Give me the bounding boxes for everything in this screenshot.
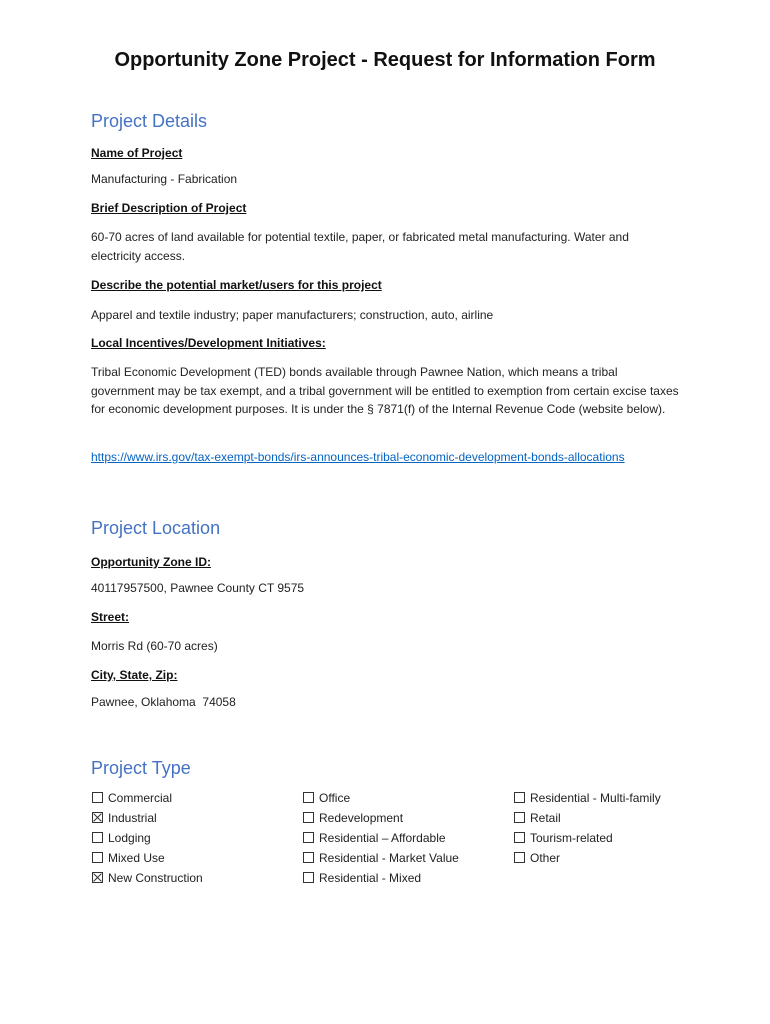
project-details-heading: Project Details bbox=[91, 111, 208, 131]
empty-checkbox-icon[interactable] bbox=[514, 832, 525, 843]
street-label: Street: bbox=[91, 610, 130, 624]
street-value: Morris Rd (60-70 acres) bbox=[91, 639, 218, 653]
project-type-option-residential-multi-family[interactable] bbox=[514, 791, 661, 805]
description-label: Brief Description of Project bbox=[91, 201, 247, 215]
empty-checkbox-icon[interactable] bbox=[303, 832, 314, 843]
project-type-option-residential-affordable[interactable] bbox=[303, 831, 446, 845]
project-type-option-label: Industrial bbox=[108, 811, 157, 825]
empty-checkbox-icon[interactable] bbox=[92, 792, 103, 803]
project-type-option-label: Residential - Mixed bbox=[319, 871, 422, 885]
empty-checkbox-icon[interactable] bbox=[514, 812, 525, 823]
opportunity-zone-id-label: Opportunity Zone ID: bbox=[91, 555, 211, 569]
project-type-option-commercial[interactable] bbox=[92, 791, 172, 805]
project-type-option-label: Other bbox=[530, 851, 561, 865]
city-state-zip-value: Pawnee, Oklahoma 74058 bbox=[91, 695, 236, 709]
checked-checkbox-icon[interactable] bbox=[92, 872, 103, 883]
project-type-option-label: Residential - Multi-family bbox=[530, 791, 661, 805]
project-type-option-lodging[interactable] bbox=[92, 831, 151, 845]
description-value: 60-70 acres of land available for potential textile, paper, or fabricated metal manufacturing. Water and electricity access. bbox=[91, 230, 629, 263]
project-location-heading: Project Location bbox=[91, 518, 221, 538]
project-type-option-new-construction[interactable] bbox=[92, 871, 203, 885]
project-type-option-retail[interactable] bbox=[514, 811, 561, 825]
project-type-option-label: Residential - Market Value bbox=[319, 851, 459, 865]
incentives-value: Tribal Economic Development (TED) bonds available through Pawnee Nation, which means a tribal government may be tax exempt, and a tribal government will be entitled to exemption from certain excise taxes for economic development purposes. It is under the § 7871(f) of the Internal Revenue Code (website below). bbox=[91, 365, 679, 416]
project-type-option-label: Residential – Affordable bbox=[319, 831, 446, 845]
empty-checkbox-icon[interactable] bbox=[514, 792, 525, 803]
project-type-option-label: Tourism-related bbox=[530, 831, 613, 845]
project-type-option-residential-mixed[interactable] bbox=[303, 871, 421, 885]
project-type-option-label: Mixed Use bbox=[108, 851, 165, 865]
empty-checkbox-icon[interactable] bbox=[303, 812, 314, 823]
project-type-option-industrial[interactable] bbox=[92, 811, 157, 825]
project-type-option-residential-market-value[interactable] bbox=[303, 851, 459, 865]
project-type-option-tourism-related[interactable] bbox=[514, 831, 613, 845]
empty-checkbox-icon[interactable] bbox=[303, 852, 314, 863]
empty-checkbox-icon[interactable] bbox=[514, 852, 525, 863]
project-type-option-redevelopment[interactable] bbox=[303, 811, 403, 825]
project-type-option-label: Retail bbox=[530, 811, 561, 825]
project-type-option-mixed-use[interactable] bbox=[92, 851, 165, 865]
project-type-option-label: Commercial bbox=[108, 791, 173, 805]
empty-checkbox-icon[interactable] bbox=[303, 792, 314, 803]
incentives-label: Local Incentives/Development Initiatives: bbox=[91, 336, 326, 350]
form-title: Opportunity Zone Project - Request for Information Form bbox=[114, 49, 656, 71]
project-type-option-label: Office bbox=[319, 791, 351, 805]
project-type-option-label: Redevelopment bbox=[319, 811, 404, 825]
checked-checkbox-icon[interactable] bbox=[92, 812, 103, 823]
opportunity-zone-id-value: 40117957500, Pawnee County CT 9575 bbox=[91, 581, 305, 595]
empty-checkbox-icon[interactable] bbox=[92, 832, 103, 843]
project-type-option-label: New Construction bbox=[108, 871, 203, 885]
project-type-option-other[interactable] bbox=[514, 851, 560, 865]
market-value: Apparel and textile industry; paper manufacturers; construction, auto, airline bbox=[91, 308, 494, 322]
project-type-heading: Project Type bbox=[91, 758, 191, 778]
empty-checkbox-icon[interactable] bbox=[92, 852, 103, 863]
project-type-option-label: Lodging bbox=[108, 831, 151, 845]
empty-checkbox-icon[interactable] bbox=[303, 872, 314, 883]
market-label: Describe the potential market/users for this project bbox=[91, 278, 382, 292]
name-of-project-value: Manufacturing - Fabrication bbox=[91, 172, 238, 186]
name-of-project-label: Name of Project bbox=[91, 146, 183, 160]
irs-ted-bonds-link[interactable]: https://www.irs.gov/tax-exempt-bonds/irs-announces-tribal-economic-development-bonds-allocations bbox=[91, 450, 625, 464]
city-state-zip-label: City, State, Zip: bbox=[91, 668, 178, 682]
project-type-option-office[interactable] bbox=[303, 791, 350, 805]
